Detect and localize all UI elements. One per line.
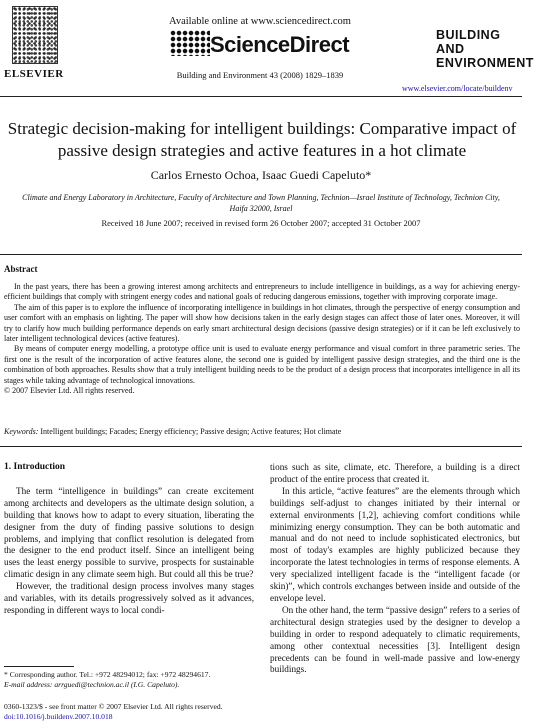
journal-logo-line2: ENVIRONMENT xyxy=(436,56,534,70)
journal-logo xyxy=(436,28,534,70)
header-divider xyxy=(0,96,522,97)
abstract-top-divider xyxy=(0,254,522,255)
footnote-divider xyxy=(4,666,74,667)
keywords-list: Intelligent buildings; Facades; Energy efficiency; Passive design; Active features; Hot climate xyxy=(40,427,342,436)
sciencedirect-logo xyxy=(150,26,370,60)
body-paragraph: The term “intelligence in buildings” can create excitement among architects and developers as the ultimate design solution, a building that knows how to adapt to every situation, liberating the designer from the duty of finding passive solutions to design problems, and implying that conflict resolution is delegated from the designer to the end product itself. Since an intelligent being uses the least energy possible to survive, prospects for sustainable climatic design in any climate seem high. But could all this be true? xyxy=(4,485,254,580)
sciencedirect-wordmark: ScienceDirect xyxy=(210,32,350,57)
elsevier-tree-icon xyxy=(12,6,58,64)
abstract-paragraph: In the past years, there has been a growing interest among architects and entrepreneurs to include intelligence in buildings, as a way for achieving energy-efficient buildings that comply with stringent energy codes and national goals of reducing dangerous emissions, together with improving corporate image. xyxy=(4,282,520,302)
body-paragraph: tions such as site, climate, etc. Therefore, a building is a direct product of the entire process that created it. xyxy=(270,462,520,484)
body-right-column xyxy=(270,462,520,676)
article-authors: Carlos Ernesto Ochoa, Isaac Guedi Capeluto* xyxy=(150,168,372,182)
sciencedirect-dots-icon xyxy=(170,30,210,56)
elsevier-wordmark: ELSEVIER xyxy=(4,68,64,80)
abstract-bottom-divider xyxy=(0,446,522,447)
abstract-body xyxy=(4,282,520,396)
body-paragraph: On the other hand, the term “passive design” refers to a series of architectural design strategies used by the designer to develop a building in order to respond adequately to climatic requirements, among other contextual necessities [3]. Intelligent design precedents can be found in well-made passive and low-energy buildings. xyxy=(270,604,520,675)
available-online-text: Available online at www.sciencedirect.com xyxy=(169,16,351,27)
section-heading-introduction: 1. Introduction xyxy=(4,462,66,472)
publication-info xyxy=(4,702,304,722)
abstract-heading: Abstract xyxy=(4,264,38,274)
body-left-column xyxy=(4,462,254,617)
article-title: Strategic decision-making for intelligent buildings: Comparative impact of passive design strategies and active features in a hot climate xyxy=(7,119,517,160)
issn-line: 0360-1323/$ - see front matter © 2007 Elsevier Ltd. All rights reserved. xyxy=(4,702,223,711)
body-paragraph: In this article, “active features” are the elements through which buildings self-adjust to changes initiated by their internal or external environments [1,2], achieving comfort conditions while minimizing energy consumption. They can be both automatic and manual and do not need to include sophisticated electronics, but most of today's examples are highly publicized because they incorporate the latest technologies in terms of response elements. A very specialized intelligent facade is the “intelligent facade (or skin)”, which controls exchanges between inside and outside of the envelope level. xyxy=(270,485,520,603)
body-paragraph: However, the traditional design process involves many stages and variables, with its details progressively solved as it advances, responding in different ways to local condi- xyxy=(4,581,254,615)
elsevier-logo xyxy=(4,6,64,80)
received-dates: Received 18 June 2007; received in revised form 26 October 2007; accepted 31 October 2007 xyxy=(101,218,421,228)
article-in-press-banner: ARTICLE IN PRESS xyxy=(224,0,286,8)
author-affiliation: Climate and Energy Laboratory in Architecture, Faculty of Architecture and Town Planning, Technion—Israel Institute of Technology, Technion City, Haifa 32000, Israel xyxy=(22,193,500,213)
keywords-line xyxy=(4,427,520,436)
corresponding-author-note: * Corresponding author. Tel.: +972 48294012; fax: +972 48294617. xyxy=(4,670,211,679)
keywords-label: Keywords: xyxy=(4,427,39,436)
doi-link[interactable]: doi:10.1016/j.buildenv.2007.10.018 xyxy=(4,712,113,721)
journal-logo-line1: BUILDING AND xyxy=(436,28,501,56)
copyright-line: © 2007 Elsevier Ltd. All rights reserved. xyxy=(4,386,135,396)
abstract-paragraph: The aim of this paper is to explore the influence of incorporating intelligence in buildings in hot climates, through the perspective of energy consumption and user comfort with an emphasis on lighting. The paper will show how decisions taken in the early design stages can affect those of later ones. Moreover, it will try to clarify how much building performance depends on early smart architectural design decisions (passive design strategies) or if it can be left exclusively to later intelligent technological devices (active features). xyxy=(4,302,520,344)
abstract-paragraph: By means of computer energy modelling, a prototype office unit is used to evaluate energy performance and visual comfort in three parametric series. The first one is the result of the incorporation of active features alone, the second one is guided by intelligent passive design strategies, and the third one is the combination of both approaches. Results show that a truly intelligent building needs to be the product of a design process that incorporates intelligence in all its stages while taking advantage of technological innovations. xyxy=(4,344,520,385)
journal-citation: Building and Environment 43 (2008) 1829–1839 xyxy=(176,70,344,80)
footnote xyxy=(4,670,264,689)
journal-url-link[interactable]: www.elsevier.com/locate/buildenv xyxy=(402,84,513,93)
author-email: E-mail address: arrguedi@technion.ac.il (I.G. Capeluto). xyxy=(4,679,180,689)
